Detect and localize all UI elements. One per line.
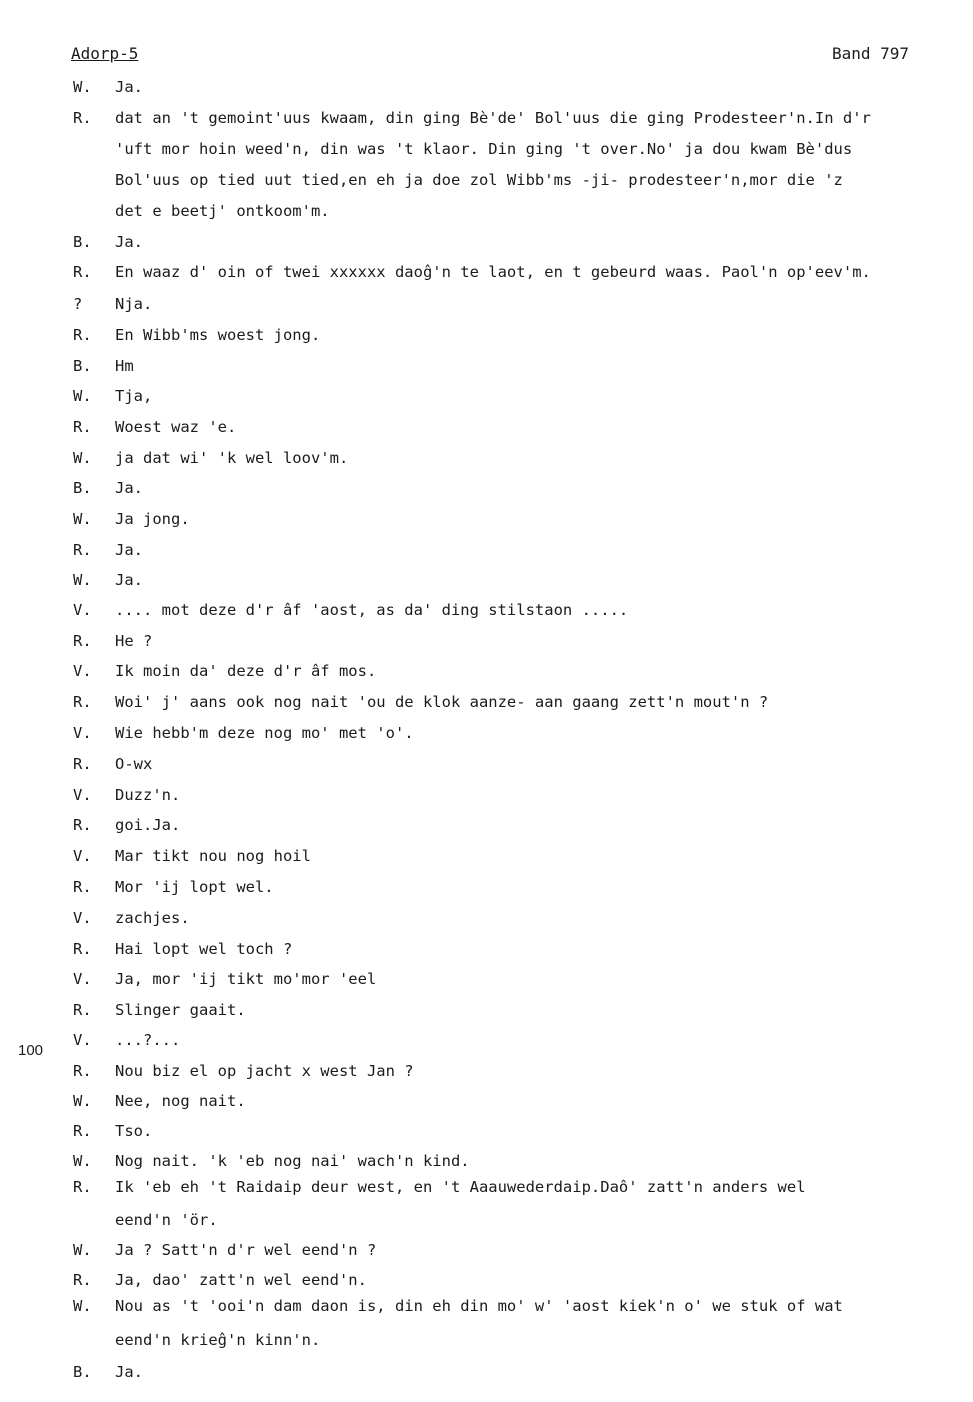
speaker-label: W. [73, 1092, 92, 1110]
document-title: Adorp-5 [71, 44, 139, 63]
utterance-text: Woest waz 'e. [115, 418, 237, 436]
utterance-text: Ja. [115, 541, 143, 559]
utterance-text: Nou biz el op jacht x west Jan ? [115, 1062, 414, 1080]
utterance-text: Mor 'ij lopt wel. [115, 878, 274, 896]
utterance-text: eend'n krieĝ'n kinn'n. [115, 1331, 321, 1349]
speaker-label: V. [73, 786, 92, 804]
utterance-text: zachjes. [115, 909, 190, 927]
speaker-label: W. [73, 1152, 92, 1170]
speaker-label: W. [73, 1241, 92, 1259]
speaker-label: W. [73, 78, 92, 96]
speaker-label: R. [73, 1178, 92, 1196]
speaker-label: V. [73, 909, 92, 927]
speaker-label: R. [73, 326, 92, 344]
speaker-label: R. [73, 109, 92, 127]
utterance-text: Woi' j' aans ook nog nait 'ou de klok aanze- aan gaang zett'n mout'n ? [115, 693, 769, 711]
speaker-label: R. [73, 1122, 92, 1140]
utterance-text: He ? [115, 632, 153, 650]
speaker-label: R. [73, 1062, 92, 1080]
utterance-text: Duzz'n. [115, 786, 181, 804]
speaker-label: V. [73, 724, 92, 742]
speaker-label: R. [73, 418, 92, 436]
speaker-label: R. [73, 878, 92, 896]
utterance-text: Nou as 't 'ooi'n dam daon is, din eh din mo' w' 'aost kiek'n o' we stuk of wat [115, 1297, 843, 1315]
speaker-label: V. [73, 970, 92, 988]
speaker-label: W. [73, 387, 92, 405]
utterance-text: dat an 't gemoint'uus kwaam, din ging Bè'de' Bol'uus die ging Prodesteer'n.In d'r [115, 109, 871, 127]
speaker-label: R. [73, 1271, 92, 1289]
utterance-text: Nja. [115, 295, 153, 313]
utterance-text: Ja. [115, 479, 143, 497]
speaker-label: R. [73, 541, 92, 559]
speaker-label: V. [73, 847, 92, 865]
speaker-label: B. [73, 1363, 92, 1381]
speaker-label: R. [73, 632, 92, 650]
utterance-text: Ja. [115, 233, 143, 251]
utterance-text: Ik 'eb eh 't Raidaip deur west, en 't Aaauwederdaip.Daô' zatt'n anders wel [115, 1178, 806, 1196]
utterance-text: eend'n 'ör. [115, 1211, 218, 1229]
utterance-text: Ja. [115, 1363, 143, 1381]
utterance-text: Ja, mor 'ij tikt mo'mor 'eel [115, 970, 377, 988]
utterance-text: En Wibb'ms woest jong. [115, 326, 321, 344]
speaker-label: R. [73, 755, 92, 773]
band-label: Band 797 [832, 44, 910, 63]
utterance-text: Mar tikt nou nog hoil [115, 847, 311, 865]
speaker-label: R. [73, 816, 92, 834]
utterance-text: Ja ? Satt'n d'r wel eend'n ? [115, 1241, 377, 1259]
speaker-label: W. [73, 1297, 92, 1315]
utterance-text: Hm [115, 357, 134, 375]
utterance-text: Ja. [115, 78, 143, 96]
utterance-text: Nog nait. 'k 'eb nog nai' wach'n kind. [115, 1152, 470, 1170]
speaker-label: B. [73, 479, 92, 497]
utterance-text: ...?... [115, 1031, 181, 1049]
utterance-text: Ja, dao' zatt'n wel eend'n. [115, 1271, 367, 1289]
utterance-text: Slinger gaait. [115, 1001, 246, 1019]
utterance-text: Bol'uus op tied uut tied,en eh ja doe zol Wibb'ms -ji- prodesteer'n,mor die 'z [115, 171, 843, 189]
utterance-text: Wie hebb'm deze nog mo' met 'o'. [115, 724, 414, 742]
utterance-text: det e beetj' ontkoom'm. [115, 202, 330, 220]
speaker-label: R. [73, 940, 92, 958]
speaker-label: V. [73, 601, 92, 619]
utterance-text: Tja, [115, 387, 153, 405]
speaker-label: R. [73, 1001, 92, 1019]
speaker-label: B. [73, 357, 92, 375]
speaker-label: ? [73, 295, 83, 313]
utterance-text: .... mot deze d'r âf 'aost, as da' ding stilstaon ..... [115, 601, 629, 619]
utterance-text: goi.Ja. [115, 816, 181, 834]
speaker-label: W. [73, 510, 92, 528]
utterance-text: O-wx [115, 755, 153, 773]
utterance-text: ja dat wi' 'k wel loov'm. [115, 449, 349, 467]
utterance-text: Ik moin da' deze d'r âf mos. [115, 662, 377, 680]
speaker-label: R. [73, 693, 92, 711]
utterance-text: Nee, nog nait. [115, 1092, 246, 1110]
utterance-text: Ja. [115, 571, 143, 589]
speaker-label: W. [73, 449, 92, 467]
speaker-label: R. [73, 263, 92, 281]
utterance-text: En waaz d' oin of twei xxxxxx daoĝ'n te laot, en t gebeurd waas. Paol'n op'eev'm. [115, 263, 871, 281]
utterance-text: 'uft mor hoin weed'n, din was 't klaor. Din ging 't over.No' ja dou kwam Bè'dus [115, 140, 853, 158]
speaker-label: V. [73, 662, 92, 680]
utterance-text: Tso. [115, 1122, 153, 1140]
utterance-text: Hai lopt wel toch ? [115, 940, 293, 958]
utterance-text: Ja jong. [115, 510, 190, 528]
speaker-label: W. [73, 571, 92, 589]
speaker-label: B. [73, 233, 92, 251]
speaker-label: V. [73, 1031, 92, 1049]
margin-line-number: 100 [18, 1042, 44, 1059]
